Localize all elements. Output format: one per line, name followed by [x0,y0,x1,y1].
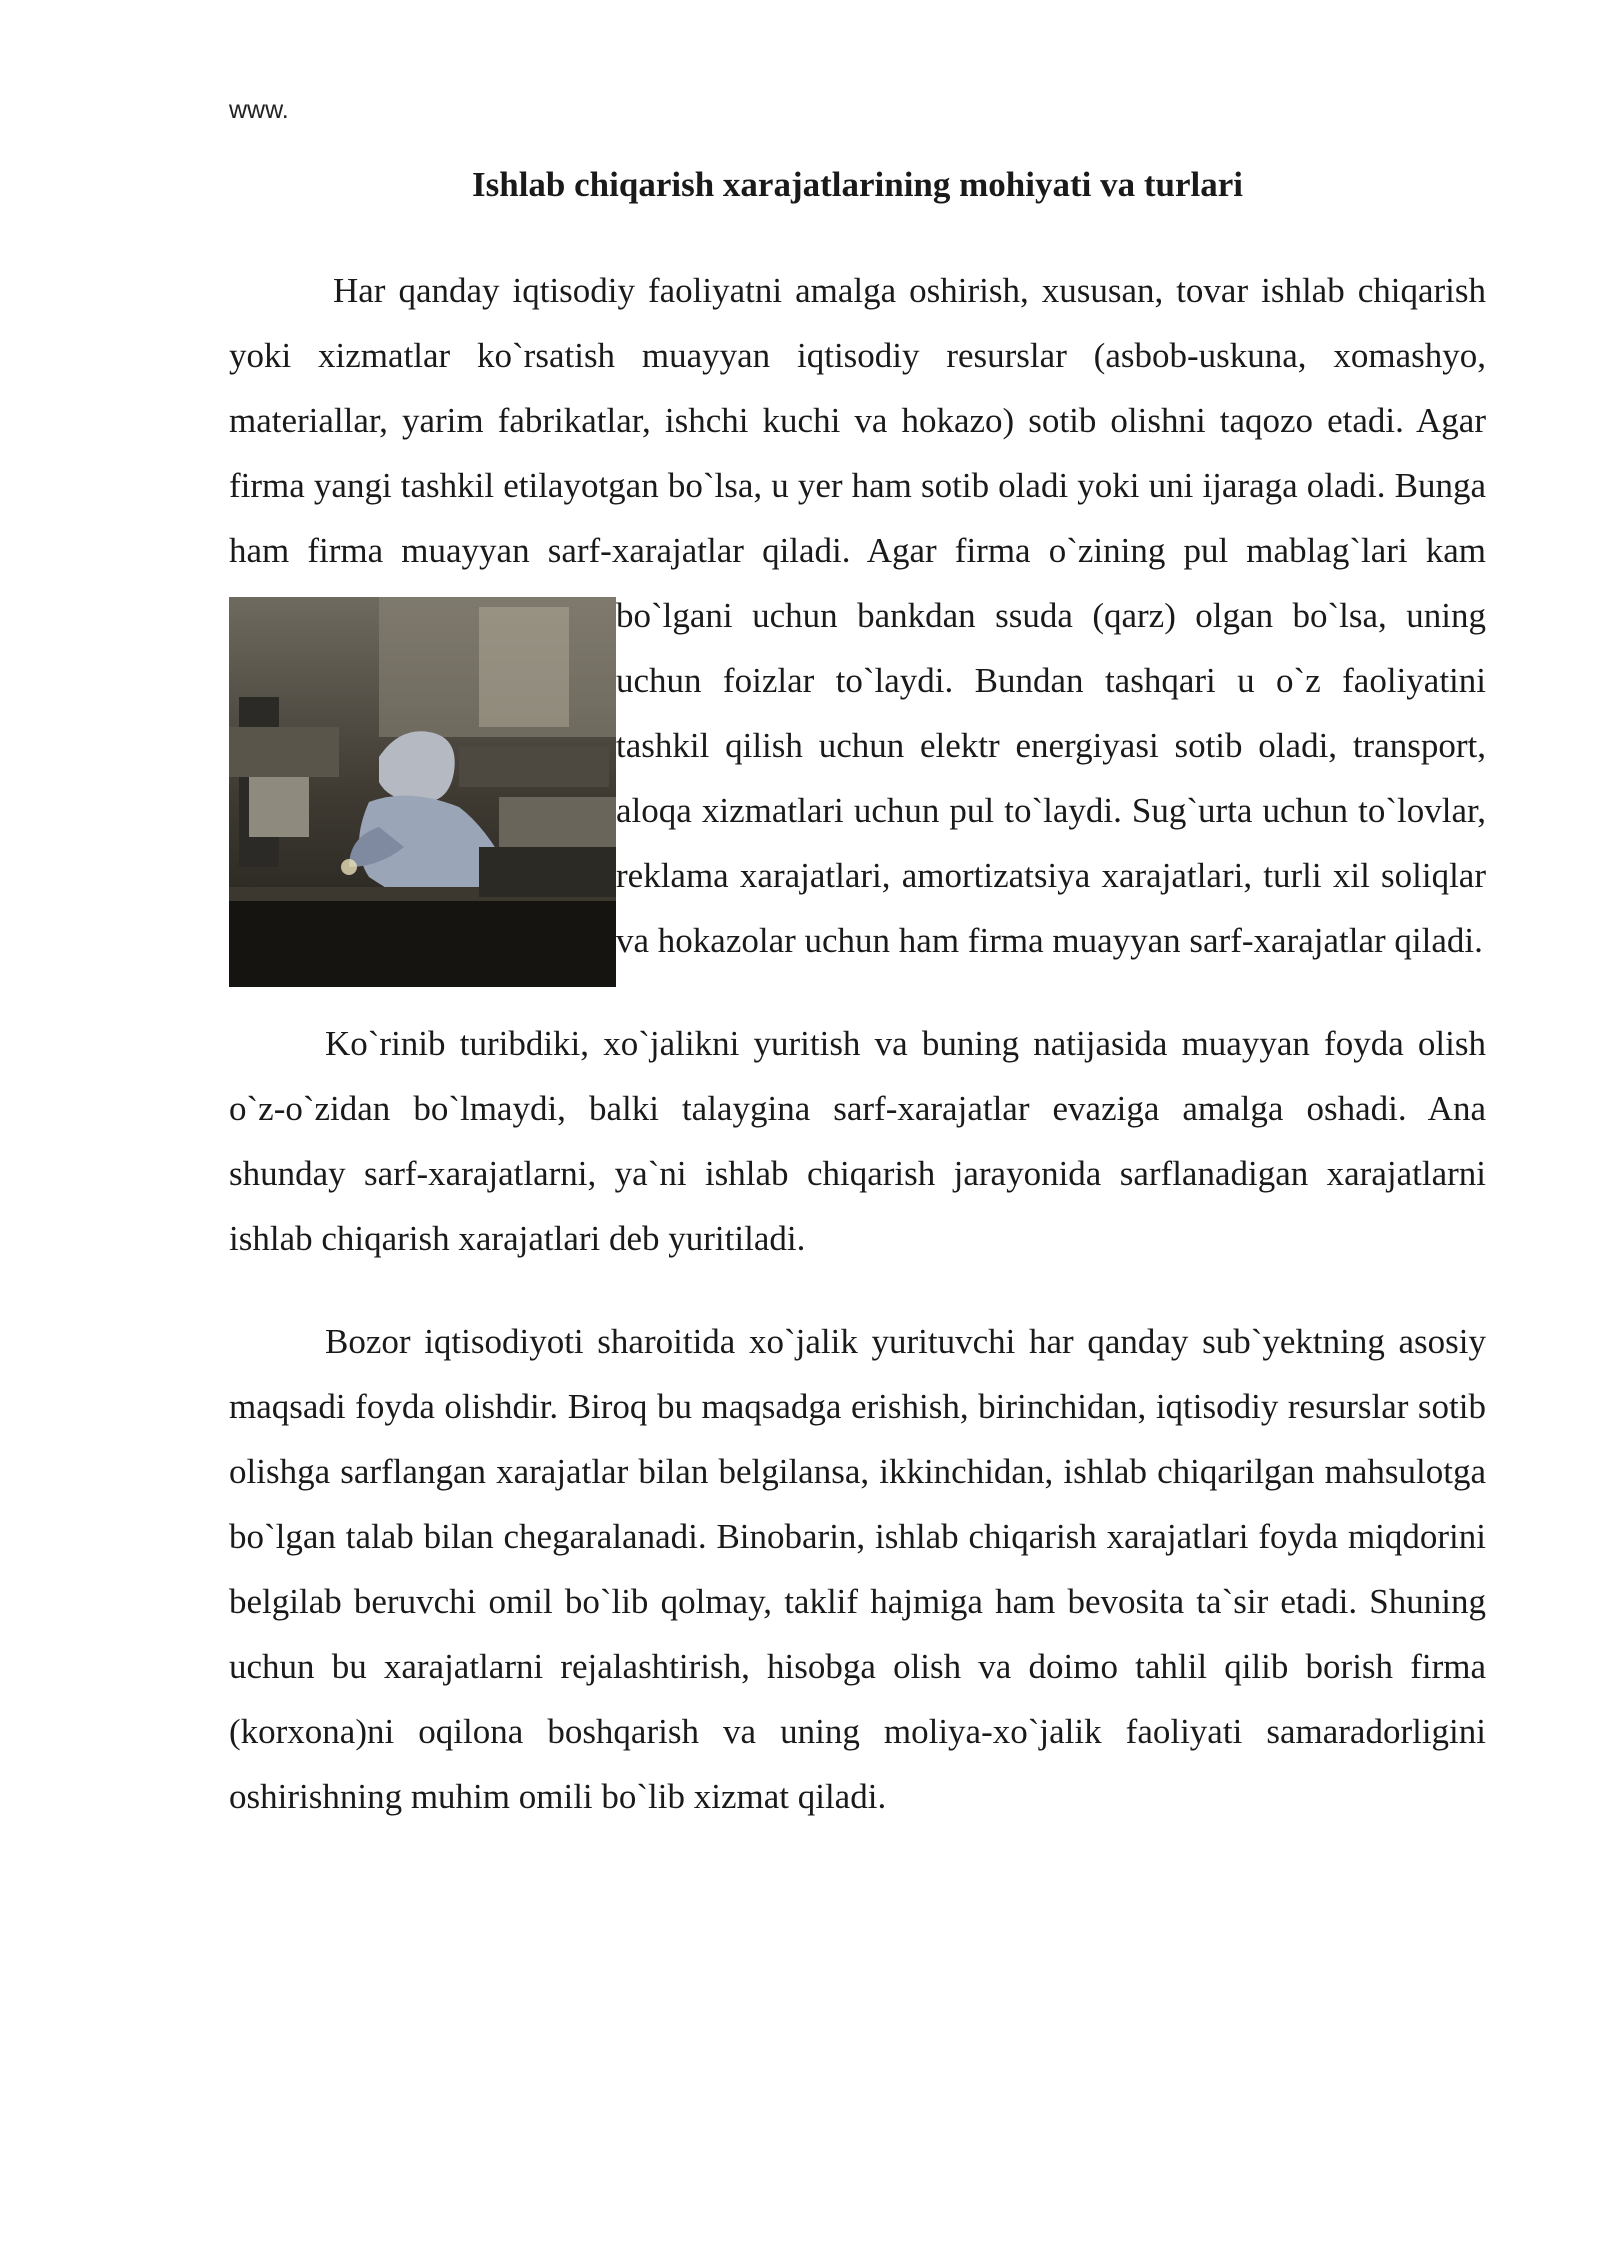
paragraph-1-part-2: uning uchun foizlar to`laydi. Bundan tashqari u o`z faoliyatini tashkil qilish uchun elektr energiyasi sotib oladi, transport, aloqa xizmatlari uchun pul to`laydi. Sug`urta uchun to`lovlar, reklama xarajatlari, amortizatsiya xarajatlari, turli xil soliqlar va hokazolar uchun ham firma muayyan sarf-xarajatlar qiladi. [616,596,1486,960]
document-body [229,258,1486,1829]
paragraph-3: Bozor iqtisodiyoti sharoitida xo`jalik yurituvchi har qanday sub`yektning asosiy maqsadi foyda olishdir. Biroq bu maqsadga erishish, birinchidan, iqtisodiy resurslar sotib olishga sarflangan xarajatlar bilan belgilansa, ikkinchidan, ishlab chiqarilgan mahsulotga bo`lgan talab bilan chegaralanadi. Binobarin, ishlab chiqarish xarajatlari foyda miqdorini belgilab beruvchi omil bo`lib qolmay, taklif hajmiga ham bevosita ta`sir etadi. Shuning uchun bu xarajatlarni rejalashtirish, hisobga olish va doimo tahlil qilib borish firma (korxona)ni oqilona boshqarish va uning moliya-xo`jalik faoliyati samaradorligini oshirishning muhim omili bo`lib xizmat qiladi. [229,1322,1486,1816]
welder-photo [229,597,616,987]
paragraph-2: Ko`rinib turibdiki, xo`jalikni yuritish va buning natijasida muayyan foyda olish o`z-o`zidan bo`lmaydi, balki talaygina sarf-xarajatlar evaziga amalga oshadi. Ana shunday sarf-xarajatlarni, ya`ni ishlab chiqarish jarayonida sarflanadigan xarajatlarni ishlab chiqarish xarajatlari deb yuritiladi. [229,1024,1486,1258]
paragraph-1-part-1: Har qanday iqtisodiy faoliyatni amalga oshirish, xususan, tovar ishlab chiqarish yoki xizmatlar ko`rsatish muayyan iqtisodiy resurslar (asbob-uskuna, xomashyo, materiallar, yarim fabrikatlar, ishchi kuchi va hokazo) sotib olishni taqozo etadi. Agar firma yangi tashkil etilayotgan bo`lsa, u yer ham sotib oladi yoki uni ijaraga oladi. Bunga ham firma muayyan sarf-xarajatlar qiladi. Agar firma o`zining pul mablag`lari kam bo`lgani uchun bankdan ssuda (qarz) olgan bo`lsa, [229,271,1486,635]
header-url: www. [229,96,289,124]
paragraph-1 [229,258,1486,973]
document-title: Ishlab chiqarish xarajatlarining mohiyati va turlari [471,165,1244,204]
